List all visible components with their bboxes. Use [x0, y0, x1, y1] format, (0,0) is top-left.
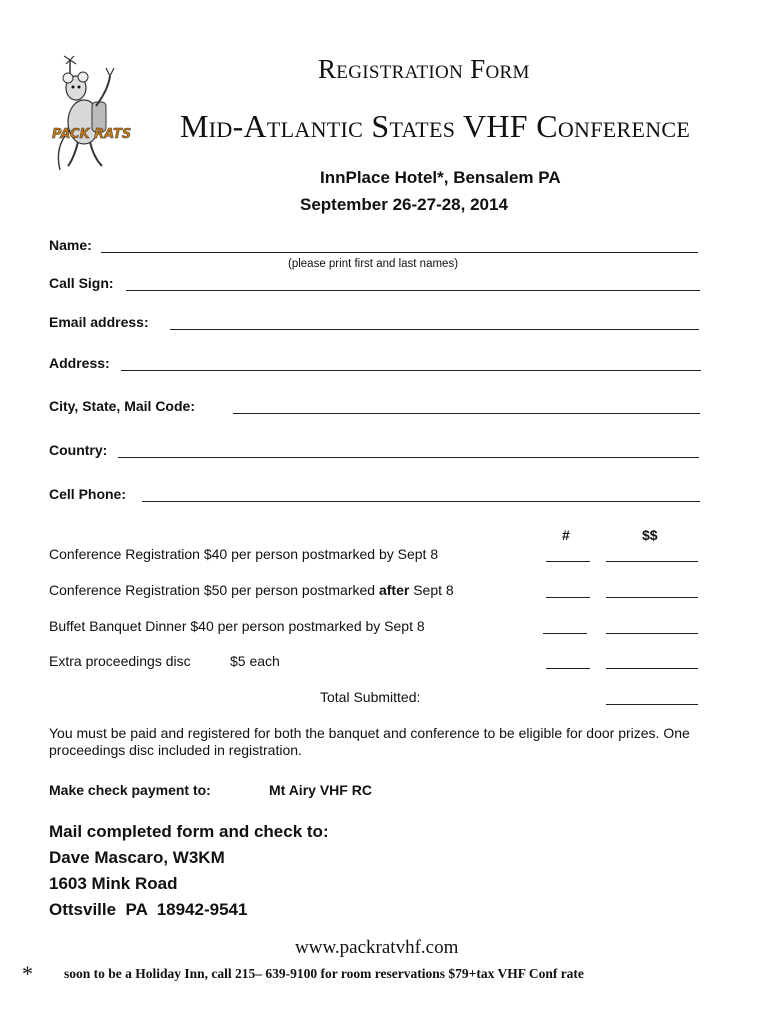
late-registration-after: after	[378, 582, 410, 598]
banquet-amount[interactable]	[606, 633, 698, 634]
late-registration-amount[interactable]	[606, 597, 698, 598]
mail-heading: Mail completed form and check to:	[49, 822, 329, 841]
form-title: Registration Form	[318, 54, 530, 84]
fee-row-early-registration: Conference Registration $40 per person postmarked by Sept 8	[49, 546, 439, 562]
total-label: Total Submitted:	[320, 689, 421, 705]
late-registration-text: Conference Registration $50 per person postmarked	[49, 582, 379, 598]
eligibility-notice: You must be paid and registered for both the banquet and conference to be eligible for door prizes. One proceedings disc included in registration.	[49, 725, 690, 758]
name-hint: (please print first and last names)	[288, 258, 459, 270]
city-label: City, State, Mail Code:	[49, 398, 195, 414]
website-link[interactable]: www.packratvhf.com	[295, 937, 459, 958]
city-field[interactable]	[233, 413, 700, 414]
proceedings-disc-price: $5 each	[230, 653, 280, 669]
cell-phone-field[interactable]	[142, 501, 700, 502]
email-label: Email address:	[49, 314, 149, 330]
call-sign-label: Call Sign:	[49, 275, 114, 291]
cell-phone-label: Cell Phone:	[49, 486, 127, 502]
mail-name: Dave Mascaro, W3KM	[49, 848, 225, 867]
call-sign-field[interactable]	[126, 290, 700, 291]
address-label: Address:	[49, 355, 110, 371]
late-registration-count[interactable]	[546, 597, 590, 598]
fee-row-proceedings-disc: Extra proceedings disc	[49, 653, 191, 669]
name-label: Name:	[49, 237, 92, 253]
footnote: soon to be a Holiday Inn, call 215– 639-9100 for room reservations $79+tax VHF Conf rate	[64, 966, 584, 981]
banquet-count[interactable]	[543, 633, 587, 634]
address-field[interactable]	[121, 370, 701, 371]
early-registration-amount[interactable]	[606, 561, 698, 562]
email-field[interactable]	[170, 329, 699, 330]
total-amount[interactable]	[606, 704, 698, 705]
fee-row-late-registration	[49, 582, 454, 598]
late-registration-date: Sept 8	[409, 582, 454, 598]
mail-street: 1603 Mink Road	[49, 874, 178, 893]
early-registration-count[interactable]	[546, 561, 590, 562]
mail-city: Ottsville PA 18942-9541	[49, 900, 248, 919]
country-field[interactable]	[118, 457, 699, 458]
payment-label: Make check payment to:	[49, 782, 211, 798]
logo-text: PACK RATS	[52, 127, 132, 142]
name-field[interactable]	[101, 252, 698, 253]
dates: September 26-27-28, 2014	[300, 195, 508, 214]
amount-column-header: $$	[642, 527, 658, 543]
country-label: Country:	[49, 442, 108, 458]
payment-payee: Mt Airy VHF RC	[269, 782, 372, 798]
conference-title: Mid-Atlantic States VHF Conference	[180, 108, 691, 144]
rat-mascot-icon	[48, 50, 152, 178]
venue: InnPlace Hotel*, Bensalem PA	[320, 168, 561, 187]
count-column-header: #	[562, 527, 570, 543]
pack-rats-logo	[48, 50, 152, 178]
proceedings-disc-count[interactable]	[546, 668, 590, 669]
footnote-star: *	[22, 961, 33, 986]
fee-row-banquet: Buffet Banquet Dinner $40 per person postmarked by Sept 8	[49, 618, 425, 634]
proceedings-disc-amount[interactable]	[606, 668, 698, 669]
